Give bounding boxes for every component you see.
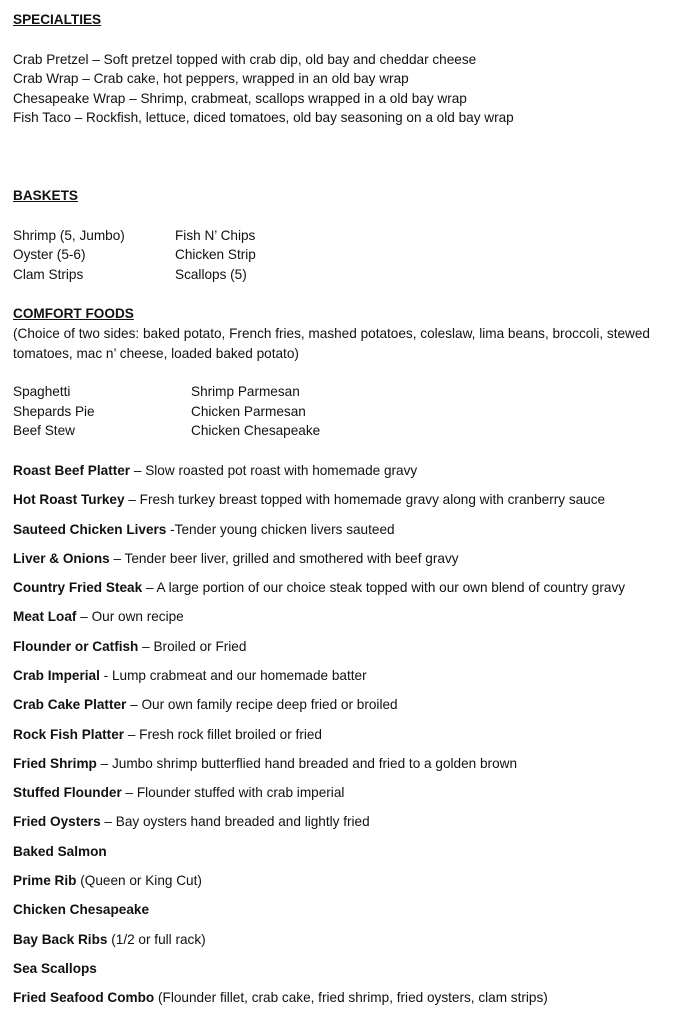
platter-desc: (Queen or King Cut) [76,873,202,889]
baskets-list [13,226,693,285]
comfort-row [13,402,693,422]
platter-name: Crab Imperial [13,667,100,683]
comfort-item: Shepards Pie [13,403,95,419]
platter-name: Sauteed Chicken Livers [13,521,167,537]
platter-item [13,520,693,549]
platter-item [13,930,693,959]
platter-name: Prime Rib [13,873,77,889]
basket-item: Clam Strips [13,266,84,282]
platter-name: Rock Fish Platter [13,726,125,742]
platter-desc: – Fresh turkey breast topped with homemade gravy along with cranberry sauce [124,492,606,508]
baskets-row [13,226,693,246]
platter-name: Meat Loaf [13,609,77,625]
comfort-foods-list [13,382,693,441]
platter-item [13,578,693,607]
basket-item: Chicken Strip [175,247,256,263]
platter-name: Baked Salmon [13,843,107,859]
platter-name: Sea Scallops [13,960,97,976]
comfort-item: Chicken Parmesan [191,403,306,419]
specialties-item: Chesapeake Wrap – Shrimp, crabmeat, scallops wrapped in a old bay wrap [13,90,467,106]
menu-page [13,10,693,1018]
platters-list [13,461,693,1018]
platter-desc: – Jumbo shrimp butterflied hand breaded and fried to a golden brown [96,755,518,771]
comfort-item: Beef Stew [13,423,75,439]
platter-name: Chicken Chesapeake [13,902,150,918]
platter-desc: - Lump crabmeat and our homemade batter [99,667,367,683]
platter-name: Bay Back Ribs [13,931,108,947]
basket-item: Shrimp (5, Jumbo) [13,227,125,243]
platter-name: Fried Seafood Combo [13,990,155,1006]
basket-item: Fish N’ Chips [175,227,256,243]
platter-item [13,812,693,841]
platter-item [13,988,693,1017]
platter-name: Flounder or Catfish [13,638,139,654]
platter-item [13,637,693,666]
specialties-item: Crab Pretzel – Soft pretzel topped with crab dip, old bay and cheddar cheese [13,51,477,67]
platter-item [13,871,693,900]
platter-item [13,666,693,695]
comfort-item: Shrimp Parmesan [191,384,300,400]
platter-name: Fried Shrimp [13,755,97,771]
platter-item [13,695,693,724]
platter-desc: – Flounder stuffed with crab imperial [121,785,345,801]
platter-name: Country Fried Steak [13,580,143,596]
platter-desc: – Tender beer liver, grilled and smothered with beef gravy [109,550,459,566]
platter-desc: – Fresh rock fillet broiled or fried [124,726,322,742]
platter-item [13,549,693,578]
platter-item [13,490,693,519]
basket-item: Oyster (5-6) [13,247,86,263]
platter-item [13,959,693,988]
specialties-item: Fish Taco – Rockfish, lettuce, diced tomatoes, old bay seasoning on a old bay wrap [13,110,514,126]
platter-name: Stuffed Flounder [13,785,122,801]
platter-item [13,607,693,636]
specialties-heading: SPECIALTIES [13,12,102,27]
platter-desc: – Our own recipe [76,609,184,625]
specialties-item: Crab Wrap – Crab cake, hot peppers, wrapped in an old bay wrap [13,71,409,87]
platter-name: Roast Beef Platter [13,462,131,478]
platter-desc: -Tender young chicken livers sauteed [166,521,395,537]
platter-desc: (1/2 or full rack) [107,931,206,947]
baskets-row [13,245,693,265]
platter-item [13,900,693,929]
platter-desc: – Our own family recipe deep fried or broiled [126,697,398,713]
baskets-heading: BASKETS [13,187,78,203]
comfort-foods-heading: COMFORT FOODS [13,306,134,322]
comfort-item: Chicken Chesapeake [191,423,321,439]
platter-item [13,461,693,490]
comfort-foods-sides-note: (Choice of two sides: baked potato, French fries, mashed potatoes, coleslaw, lima beans, broccoli, stewed tomatoes, mac n’ cheese, loaded baked potato) [13,325,650,361]
baskets-row [13,265,693,285]
platter-item [13,754,693,783]
platter-item [13,783,693,812]
platter-name: Crab Cake Platter [13,697,127,713]
comfort-row [13,382,693,402]
platter-item [13,842,693,871]
basket-item: Scallops (5) [175,266,247,282]
platter-desc: – Bay oysters hand breaded and lightly fried [100,814,370,830]
platter-name: Hot Roast Turkey [13,492,125,508]
platter-desc: (Flounder fillet, crab cake, fried shrimp, fried oysters, clam strips) [154,990,548,1006]
platter-desc: – A large portion of our choice steak topped with our own blend of country gravy [142,580,626,596]
comfort-item: Spaghetti [13,384,71,400]
platter-name: Fried Oysters [13,814,101,830]
platter-desc: – Slow roasted pot roast with homemade gravy [130,462,418,478]
comfort-row [13,421,693,441]
platter-name: Liver & Onions [13,550,110,566]
platter-desc: – Broiled or Fried [138,638,247,654]
platter-item [13,725,693,754]
